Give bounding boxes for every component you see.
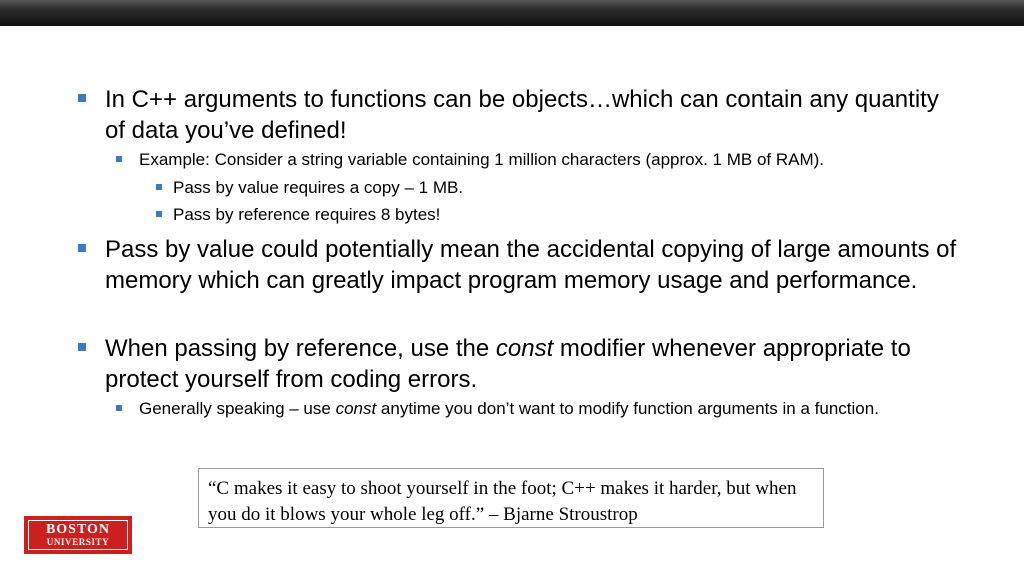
bullet-square-icon	[156, 211, 162, 217]
bullet-2-text: Pass by value could potentially mean the accidental copying of large amounts of memory which can greatly impact program memory usage and performance.	[105, 236, 957, 294]
bullet-square-icon	[156, 184, 162, 190]
bullet-3-text-after: modifier whenever appropriate to protect yourself from coding errors.	[105, 335, 911, 393]
logo-frame	[28, 520, 128, 550]
bullet-square-icon	[78, 343, 86, 351]
bullet-3-sub-const-keyword: const	[335, 399, 377, 418]
bullet-square-icon	[116, 405, 122, 411]
bullet-square-icon	[116, 156, 122, 162]
logo-line-2: UNIVERSITY	[46, 536, 110, 547]
boston-university-logo	[24, 516, 132, 554]
bullet-square-icon	[78, 244, 86, 252]
quote-text: “C makes it easy to shoot yourself in the foot; C++ makes it harder, but when you do it blows your whole leg off.” – Bjarne Stroustrop	[208, 478, 797, 525]
bullet-1-subsub-1-text: Pass by value requires a copy – 1 MB.	[173, 178, 464, 197]
bullet-3-text	[105, 333, 965, 395]
bullet-3-sub-text-before: Generally speaking – use	[139, 399, 336, 418]
bullet-3-sub-text-after: anytime you don’t want to modify function arguments in a function.	[376, 399, 879, 418]
bullet-1-sub-text: Example: Consider a string variable containing 1 million characters (approx. 1 MB of RAM).	[139, 150, 825, 169]
bullet-3-text-before: When passing by reference, use the	[105, 335, 496, 362]
bullet-1-subsub-2-text: Pass by reference requires 8 bytes!	[173, 205, 441, 224]
bullet-square-icon	[78, 94, 86, 102]
bullet-3-const-keyword: const	[495, 335, 554, 362]
bullet-3-sub-text	[139, 397, 929, 420]
quote-box	[198, 468, 824, 528]
logo-line-1: BOSTON	[45, 521, 111, 537]
bullet-1-text: In C++ arguments to functions can be objects…which can contain any quantity of data you’ve defined!	[105, 86, 939, 144]
